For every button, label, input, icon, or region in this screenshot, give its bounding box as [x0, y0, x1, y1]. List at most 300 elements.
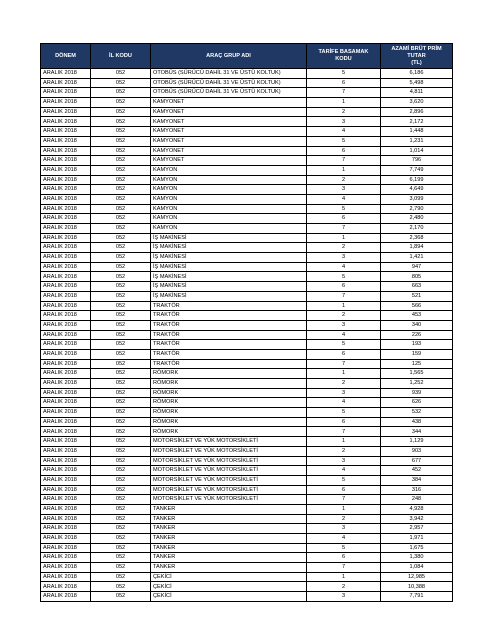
cell-donem: ARALIK 2018 — [41, 495, 91, 505]
table-row — [41, 572, 453, 582]
cell-azami-brut-prim-tutar: 452 — [381, 466, 453, 476]
cell-arac-grup-adi: ÇEKİCİ — [151, 582, 307, 592]
cell-il-kodu: 052 — [91, 156, 151, 166]
cell-arac-grup-adi: KAMYONET — [151, 156, 307, 166]
cell-azami-brut-prim-tutar: 4,649 — [381, 185, 453, 195]
cell-donem: ARALIK 2018 — [41, 136, 91, 146]
cell-donem: ARALIK 2018 — [41, 107, 91, 117]
cell-donem: ARALIK 2018 — [41, 417, 91, 427]
cell-il-kodu: 052 — [91, 282, 151, 292]
cell-tarife-basamak-kodu: 6 — [307, 485, 381, 495]
table-row — [41, 243, 453, 253]
table-row — [41, 136, 453, 146]
cell-donem: ARALIK 2018 — [41, 563, 91, 573]
cell-donem: ARALIK 2018 — [41, 466, 91, 476]
cell-donem: ARALIK 2018 — [41, 330, 91, 340]
cell-donem: ARALIK 2018 — [41, 446, 91, 456]
cell-tarife-basamak-kodu: 1 — [307, 572, 381, 582]
cell-donem: ARALIK 2018 — [41, 592, 91, 602]
header-tarife-basamak-kodu — [307, 44, 381, 69]
cell-tarife-basamak-kodu: 2 — [307, 243, 381, 253]
table-row — [41, 543, 453, 553]
cell-il-kodu: 052 — [91, 456, 151, 466]
cell-arac-grup-adi: İŞ MAKİNESİ — [151, 253, 307, 263]
cell-il-kodu: 052 — [91, 592, 151, 602]
cell-il-kodu: 052 — [91, 98, 151, 108]
cell-donem: ARALIK 2018 — [41, 78, 91, 88]
cell-donem: ARALIK 2018 — [41, 98, 91, 108]
cell-azami-brut-prim-tutar: 2,368 — [381, 233, 453, 243]
table-row — [41, 253, 453, 263]
cell-tarife-basamak-kodu: 7 — [307, 359, 381, 369]
cell-donem: ARALIK 2018 — [41, 69, 91, 79]
table-row — [41, 233, 453, 243]
cell-arac-grup-adi: İŞ MAKİNESİ — [151, 282, 307, 292]
cell-tarife-basamak-kodu: 6 — [307, 417, 381, 427]
cell-il-kodu: 052 — [91, 514, 151, 524]
cell-arac-grup-adi: TANKER — [151, 514, 307, 524]
table-row — [41, 330, 453, 340]
cell-donem: ARALIK 2018 — [41, 349, 91, 359]
cell-azami-brut-prim-tutar: 159 — [381, 349, 453, 359]
cell-arac-grup-adi: KAMYON — [151, 214, 307, 224]
cell-tarife-basamak-kodu: 4 — [307, 466, 381, 476]
cell-azami-brut-prim-tutar: 248 — [381, 495, 453, 505]
cell-azami-brut-prim-tutar: 3,099 — [381, 194, 453, 204]
cell-il-kodu: 052 — [91, 349, 151, 359]
table-row — [41, 398, 453, 408]
cell-donem: ARALIK 2018 — [41, 534, 91, 544]
table-row — [41, 495, 453, 505]
cell-donem: ARALIK 2018 — [41, 485, 91, 495]
cell-azami-brut-prim-tutar: 1,675 — [381, 543, 453, 553]
cell-il-kodu: 052 — [91, 553, 151, 563]
cell-donem: ARALIK 2018 — [41, 379, 91, 389]
cell-azami-brut-prim-tutar: 6,186 — [381, 69, 453, 79]
cell-donem: ARALIK 2018 — [41, 291, 91, 301]
header-tarife-line-1: TARİFE BASAMAK — [318, 49, 369, 55]
cell-tarife-basamak-kodu: 5 — [307, 272, 381, 282]
cell-il-kodu: 052 — [91, 78, 151, 88]
cell-tarife-basamak-kodu: 7 — [307, 88, 381, 98]
cell-tarife-basamak-kodu: 2 — [307, 175, 381, 185]
cell-arac-grup-adi: ÇEKİCİ — [151, 592, 307, 602]
cell-donem: ARALIK 2018 — [41, 185, 91, 195]
cell-tarife-basamak-kodu: 7 — [307, 495, 381, 505]
cell-arac-grup-adi: KAMYONET — [151, 127, 307, 137]
table-row — [41, 78, 453, 88]
table-row — [41, 408, 453, 418]
cell-tarife-basamak-kodu: 3 — [307, 388, 381, 398]
cell-tarife-basamak-kodu: 6 — [307, 78, 381, 88]
cell-il-kodu: 052 — [91, 504, 151, 514]
cell-tarife-basamak-kodu: 3 — [307, 185, 381, 195]
cell-azami-brut-prim-tutar: 1,448 — [381, 127, 453, 137]
cell-donem: ARALIK 2018 — [41, 340, 91, 350]
table-row — [41, 534, 453, 544]
cell-azami-brut-prim-tutar: 947 — [381, 262, 453, 272]
cell-donem: ARALIK 2018 — [41, 156, 91, 166]
cell-arac-grup-adi: TRAKTÖR — [151, 311, 307, 321]
cell-donem: ARALIK 2018 — [41, 88, 91, 98]
table-row — [41, 563, 453, 573]
cell-arac-grup-adi: MOTORSİKLET VE YÜK MOTORSİKLETİ — [151, 437, 307, 447]
cell-tarife-basamak-kodu: 3 — [307, 524, 381, 534]
cell-il-kodu: 052 — [91, 204, 151, 214]
cell-donem: ARALIK 2018 — [41, 427, 91, 437]
cell-tarife-basamak-kodu: 4 — [307, 534, 381, 544]
cell-tarife-basamak-kodu: 4 — [307, 330, 381, 340]
cell-azami-brut-prim-tutar: 4,811 — [381, 88, 453, 98]
cell-azami-brut-prim-tutar: 1,380 — [381, 553, 453, 563]
cell-azami-brut-prim-tutar: 12,985 — [381, 572, 453, 582]
table-row — [41, 156, 453, 166]
cell-donem: ARALIK 2018 — [41, 282, 91, 292]
cell-azami-brut-prim-tutar: 6,199 — [381, 175, 453, 185]
cell-donem: ARALIK 2018 — [41, 524, 91, 534]
cell-donem: ARALIK 2018 — [41, 127, 91, 137]
cell-azami-brut-prim-tutar: 805 — [381, 272, 453, 282]
cell-azami-brut-prim-tutar: 2,957 — [381, 524, 453, 534]
cell-azami-brut-prim-tutar: 663 — [381, 282, 453, 292]
cell-azami-brut-prim-tutar: 1,231 — [381, 136, 453, 146]
cell-azami-brut-prim-tutar: 10,388 — [381, 582, 453, 592]
cell-azami-brut-prim-tutar: 4,928 — [381, 504, 453, 514]
cell-donem: ARALIK 2018 — [41, 398, 91, 408]
cell-tarife-basamak-kodu: 5 — [307, 204, 381, 214]
cell-donem: ARALIK 2018 — [41, 117, 91, 127]
table-row — [41, 194, 453, 204]
cell-azami-brut-prim-tutar: 384 — [381, 475, 453, 485]
table-row — [41, 427, 453, 437]
table-row — [41, 224, 453, 234]
table-row — [41, 466, 453, 476]
table-row — [41, 301, 453, 311]
cell-donem: ARALIK 2018 — [41, 572, 91, 582]
table-body — [41, 69, 453, 602]
cell-azami-brut-prim-tutar: 532 — [381, 408, 453, 418]
cell-tarife-basamak-kodu: 4 — [307, 127, 381, 137]
table-row — [41, 485, 453, 495]
cell-donem: ARALIK 2018 — [41, 311, 91, 321]
cell-arac-grup-adi: TANKER — [151, 553, 307, 563]
cell-azami-brut-prim-tutar: 521 — [381, 291, 453, 301]
cell-arac-grup-adi: KAMYON — [151, 204, 307, 214]
cell-il-kodu: 052 — [91, 69, 151, 79]
cell-azami-brut-prim-tutar: 796 — [381, 156, 453, 166]
cell-donem: ARALIK 2018 — [41, 437, 91, 447]
cell-arac-grup-adi: TANKER — [151, 543, 307, 553]
cell-donem: ARALIK 2018 — [41, 553, 91, 563]
cell-il-kodu: 052 — [91, 466, 151, 476]
cell-tarife-basamak-kodu: 3 — [307, 320, 381, 330]
table-row — [41, 146, 453, 156]
cell-arac-grup-adi: OTOBÜS (SÜRÜCÜ DAHİL 31 VE ÜSTÜ KOLTUK) — [151, 69, 307, 79]
cell-tarife-basamak-kodu: 3 — [307, 456, 381, 466]
cell-il-kodu: 052 — [91, 408, 151, 418]
cell-donem: ARALIK 2018 — [41, 301, 91, 311]
cell-tarife-basamak-kodu: 4 — [307, 194, 381, 204]
cell-azami-brut-prim-tutar: 1,565 — [381, 369, 453, 379]
cell-tarife-basamak-kodu: 1 — [307, 165, 381, 175]
cell-azami-brut-prim-tutar: 1,894 — [381, 243, 453, 253]
table-row — [41, 504, 453, 514]
cell-azami-brut-prim-tutar: 2,172 — [381, 117, 453, 127]
cell-arac-grup-adi: MOTORSİKLET VE YÜK MOTORSİKLETİ — [151, 456, 307, 466]
cell-donem: ARALIK 2018 — [41, 369, 91, 379]
table-row — [41, 369, 453, 379]
cell-azami-brut-prim-tutar: 1,252 — [381, 379, 453, 389]
table-row — [41, 185, 453, 195]
cell-arac-grup-adi: TRAKTÖR — [151, 320, 307, 330]
cell-azami-brut-prim-tutar: 340 — [381, 320, 453, 330]
cell-donem: ARALIK 2018 — [41, 204, 91, 214]
cell-il-kodu: 052 — [91, 572, 151, 582]
table-header — [41, 44, 453, 69]
cell-donem: ARALIK 2018 — [41, 175, 91, 185]
cell-tarife-basamak-kodu: 1 — [307, 369, 381, 379]
cell-il-kodu: 052 — [91, 272, 151, 282]
cell-azami-brut-prim-tutar: 903 — [381, 446, 453, 456]
cell-azami-brut-prim-tutar: 2,790 — [381, 204, 453, 214]
cell-donem: ARALIK 2018 — [41, 504, 91, 514]
cell-azami-brut-prim-tutar: 677 — [381, 456, 453, 466]
cell-azami-brut-prim-tutar: 7,749 — [381, 165, 453, 175]
cell-azami-brut-prim-tutar: 3,942 — [381, 514, 453, 524]
cell-azami-brut-prim-tutar: 2,896 — [381, 107, 453, 117]
cell-donem: ARALIK 2018 — [41, 475, 91, 485]
cell-il-kodu: 052 — [91, 563, 151, 573]
table-row — [41, 262, 453, 272]
cell-donem: ARALIK 2018 — [41, 233, 91, 243]
cell-azami-brut-prim-tutar: 1,971 — [381, 534, 453, 544]
cell-arac-grup-adi: MOTORSİKLET VE YÜK MOTORSİKLETİ — [151, 446, 307, 456]
cell-il-kodu: 052 — [91, 427, 151, 437]
cell-arac-grup-adi: TANKER — [151, 504, 307, 514]
table-row — [41, 437, 453, 447]
table-row — [41, 291, 453, 301]
cell-arac-grup-adi: RÖMORK — [151, 408, 307, 418]
cell-donem: ARALIK 2018 — [41, 514, 91, 524]
table-row — [41, 524, 453, 534]
cell-il-kodu: 052 — [91, 330, 151, 340]
header-azami-brut-prim-tutar — [381, 44, 453, 69]
cell-azami-brut-prim-tutar: 626 — [381, 398, 453, 408]
cell-arac-grup-adi: TRAKTÖR — [151, 340, 307, 350]
cell-arac-grup-adi: İŞ MAKİNESİ — [151, 291, 307, 301]
tariff-table — [40, 43, 453, 602]
cell-donem: ARALIK 2018 — [41, 146, 91, 156]
cell-tarife-basamak-kodu: 5 — [307, 543, 381, 553]
cell-il-kodu: 052 — [91, 243, 151, 253]
table-row — [41, 359, 453, 369]
cell-il-kodu: 052 — [91, 485, 151, 495]
cell-azami-brut-prim-tutar: 2,480 — [381, 214, 453, 224]
cell-il-kodu: 052 — [91, 379, 151, 389]
cell-tarife-basamak-kodu: 5 — [307, 69, 381, 79]
cell-il-kodu: 052 — [91, 194, 151, 204]
cell-tarife-basamak-kodu: 1 — [307, 437, 381, 447]
cell-arac-grup-adi: OTOBÜS (SÜRÜCÜ DAHİL 31 VE ÜSTÜ KOLTUK) — [151, 88, 307, 98]
cell-arac-grup-adi: RÖMORK — [151, 369, 307, 379]
cell-arac-grup-adi: TRAKTÖR — [151, 301, 307, 311]
cell-tarife-basamak-kodu: 2 — [307, 379, 381, 389]
cell-azami-brut-prim-tutar: 438 — [381, 417, 453, 427]
table-row — [41, 379, 453, 389]
cell-arac-grup-adi: İŞ MAKİNESİ — [151, 233, 307, 243]
cell-arac-grup-adi: RÖMORK — [151, 388, 307, 398]
cell-tarife-basamak-kodu: 4 — [307, 262, 381, 272]
table-row — [41, 417, 453, 427]
cell-il-kodu: 052 — [91, 117, 151, 127]
table-row — [41, 282, 453, 292]
cell-tarife-basamak-kodu: 7 — [307, 427, 381, 437]
cell-arac-grup-adi: TANKER — [151, 534, 307, 544]
cell-azami-brut-prim-tutar: 316 — [381, 485, 453, 495]
header-il-kodu: İL KODU — [91, 44, 151, 69]
table-row — [41, 88, 453, 98]
cell-donem: ARALIK 2018 — [41, 194, 91, 204]
header-tutar-line-2: (TL) — [411, 59, 422, 66]
table-row — [41, 98, 453, 108]
cell-il-kodu: 052 — [91, 301, 151, 311]
cell-arac-grup-adi: OTOBÜS (SÜRÜCÜ DAHİL 31 VE ÜSTÜ KOLTUK) — [151, 78, 307, 88]
cell-il-kodu: 052 — [91, 233, 151, 243]
cell-azami-brut-prim-tutar: 125 — [381, 359, 453, 369]
cell-azami-brut-prim-tutar: 1,084 — [381, 563, 453, 573]
cell-il-kodu: 052 — [91, 253, 151, 263]
cell-arac-grup-adi: TANKER — [151, 563, 307, 573]
cell-arac-grup-adi: RÖMORK — [151, 398, 307, 408]
cell-tarife-basamak-kodu: 6 — [307, 146, 381, 156]
cell-tarife-basamak-kodu: 6 — [307, 349, 381, 359]
cell-arac-grup-adi: İŞ MAKİNESİ — [151, 262, 307, 272]
cell-il-kodu: 052 — [91, 175, 151, 185]
cell-arac-grup-adi: MOTORSİKLET VE YÜK MOTORSİKLETİ — [151, 475, 307, 485]
cell-il-kodu: 052 — [91, 417, 151, 427]
cell-tarife-basamak-kodu: 7 — [307, 291, 381, 301]
cell-tarife-basamak-kodu: 1 — [307, 301, 381, 311]
table-row — [41, 214, 453, 224]
cell-il-kodu: 052 — [91, 146, 151, 156]
cell-arac-grup-adi: KAMYONET — [151, 146, 307, 156]
cell-azami-brut-prim-tutar: 344 — [381, 427, 453, 437]
cell-il-kodu: 052 — [91, 388, 151, 398]
table-row — [41, 456, 453, 466]
cell-donem: ARALIK 2018 — [41, 243, 91, 253]
cell-tarife-basamak-kodu: 5 — [307, 475, 381, 485]
cell-donem: ARALIK 2018 — [41, 582, 91, 592]
cell-azami-brut-prim-tutar: 3,620 — [381, 98, 453, 108]
table-row — [41, 553, 453, 563]
cell-arac-grup-adi: RÖMORK — [151, 417, 307, 427]
cell-tarife-basamak-kodu: 2 — [307, 514, 381, 524]
table-row — [41, 127, 453, 137]
table-row — [41, 340, 453, 350]
header-row — [41, 44, 453, 69]
cell-il-kodu: 052 — [91, 185, 151, 195]
cell-tarife-basamak-kodu: 6 — [307, 553, 381, 563]
table-row — [41, 69, 453, 79]
table-row — [41, 388, 453, 398]
cell-arac-grup-adi: KAMYON — [151, 224, 307, 234]
cell-arac-grup-adi: MOTORSİKLET VE YÜK MOTORSİKLETİ — [151, 485, 307, 495]
cell-tarife-basamak-kodu: 2 — [307, 311, 381, 321]
table-row — [41, 165, 453, 175]
cell-donem: ARALIK 2018 — [41, 224, 91, 234]
cell-tarife-basamak-kodu: 6 — [307, 214, 381, 224]
cell-azami-brut-prim-tutar: 193 — [381, 340, 453, 350]
cell-tarife-basamak-kodu: 2 — [307, 446, 381, 456]
table-row — [41, 475, 453, 485]
cell-il-kodu: 052 — [91, 398, 151, 408]
cell-tarife-basamak-kodu: 5 — [307, 340, 381, 350]
cell-arac-grup-adi: İŞ MAKİNESİ — [151, 243, 307, 253]
cell-il-kodu: 052 — [91, 224, 151, 234]
cell-arac-grup-adi: KAMYON — [151, 165, 307, 175]
cell-arac-grup-adi: KAMYONET — [151, 98, 307, 108]
cell-il-kodu: 052 — [91, 136, 151, 146]
cell-donem: ARALIK 2018 — [41, 214, 91, 224]
cell-arac-grup-adi: KAMYONET — [151, 136, 307, 146]
cell-il-kodu: 052 — [91, 340, 151, 350]
cell-arac-grup-adi: TANKER — [151, 524, 307, 534]
cell-il-kodu: 052 — [91, 127, 151, 137]
cell-il-kodu: 052 — [91, 262, 151, 272]
header-donem: DÖNEM — [41, 44, 91, 69]
cell-arac-grup-adi: ÇEKİCİ — [151, 572, 307, 582]
table-row — [41, 311, 453, 321]
table-row — [41, 446, 453, 456]
cell-arac-grup-adi: KAMYONET — [151, 107, 307, 117]
cell-tarife-basamak-kodu: 7 — [307, 224, 381, 234]
cell-arac-grup-adi: KAMYON — [151, 185, 307, 195]
cell-tarife-basamak-kodu: 1 — [307, 233, 381, 243]
cell-il-kodu: 052 — [91, 437, 151, 447]
cell-arac-grup-adi: KAMYON — [151, 175, 307, 185]
cell-il-kodu: 052 — [91, 543, 151, 553]
cell-tarife-basamak-kodu: 2 — [307, 582, 381, 592]
cell-azami-brut-prim-tutar: 453 — [381, 311, 453, 321]
cell-donem: ARALIK 2018 — [41, 543, 91, 553]
table-row — [41, 592, 453, 602]
cell-azami-brut-prim-tutar: 566 — [381, 301, 453, 311]
cell-tarife-basamak-kodu: 2 — [307, 107, 381, 117]
cell-il-kodu: 052 — [91, 214, 151, 224]
cell-tarife-basamak-kodu: 6 — [307, 282, 381, 292]
cell-il-kodu: 052 — [91, 359, 151, 369]
header-arac-grup-adi: ARAÇ GRUP ADI — [151, 44, 307, 69]
cell-il-kodu: 052 — [91, 165, 151, 175]
cell-tarife-basamak-kodu: 7 — [307, 156, 381, 166]
table-row — [41, 514, 453, 524]
cell-tarife-basamak-kodu: 1 — [307, 98, 381, 108]
cell-donem: ARALIK 2018 — [41, 272, 91, 282]
cell-azami-brut-prim-tutar: 939 — [381, 388, 453, 398]
cell-arac-grup-adi: TRAKTÖR — [151, 349, 307, 359]
cell-arac-grup-adi: RÖMORK — [151, 427, 307, 437]
cell-donem: ARALIK 2018 — [41, 359, 91, 369]
cell-il-kodu: 052 — [91, 320, 151, 330]
cell-arac-grup-adi: RÖMORK — [151, 379, 307, 389]
cell-tarife-basamak-kodu: 7 — [307, 563, 381, 573]
cell-azami-brut-prim-tutar: 226 — [381, 330, 453, 340]
cell-donem: ARALIK 2018 — [41, 408, 91, 418]
cell-arac-grup-adi: MOTORSİKLET VE YÜK MOTORSİKLETİ — [151, 495, 307, 505]
cell-il-kodu: 052 — [91, 446, 151, 456]
cell-azami-brut-prim-tutar: 1,421 — [381, 253, 453, 263]
cell-donem: ARALIK 2018 — [41, 388, 91, 398]
